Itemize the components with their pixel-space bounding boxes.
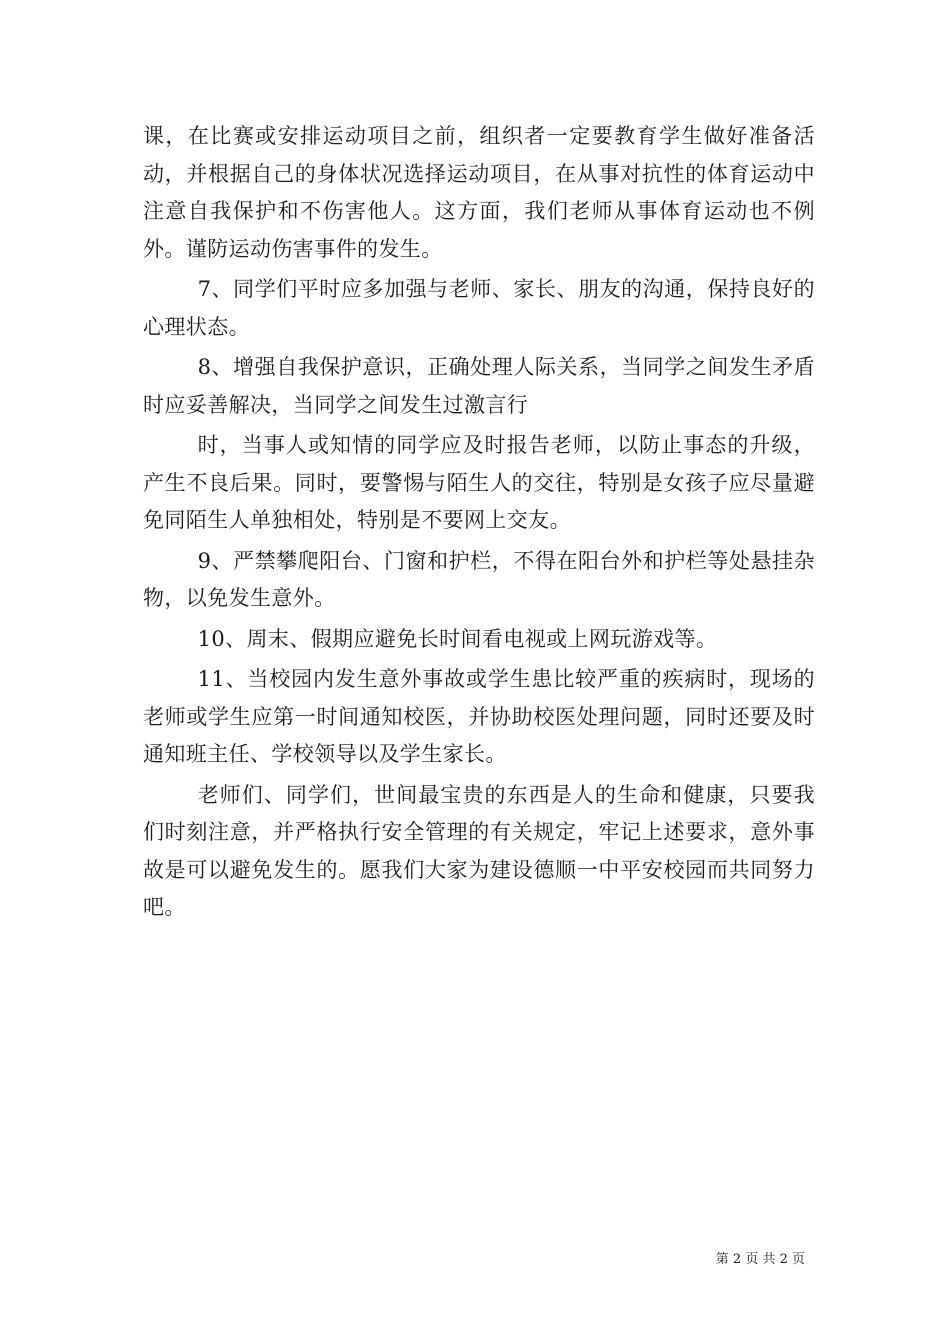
paragraph-item-11: 11、当校园内发生意外事故或学生患比较严重的疾病时，现场的老师或学生应第一时间通知校医，并协助校医处理问题，同时还要及时通知班主任、学校领导以及学生家长。 <box>143 667 815 766</box>
paragraph-closing: 老师们、同学们，世间最宝贵的东西是人的生命和健康，只要我们时刻注意，并严格执行安全管理的有关规定，牢记上述要求，意外事故是可以避免发生的。愿我们大家为建设德顺一中平安校园而共同努力吧。 <box>143 782 815 919</box>
paragraph-continuation: 课，在比赛或安排运动项目之前，组织者一定要教育学生做好准备活动，并根据自己的身体状况选择运动项目，在从事对抗性的体育运动中注意自我保护和不伤害他人。这方面，我们老师从事体育运动也不例外。谨防运动伤害事件的发生。 <box>143 124 815 261</box>
paragraph-item-8: 8、增强自我保护意识，正确处理人际关系，当同学之间发生矛盾时应妥善解决，当同学之间发生过激言行 <box>143 355 815 417</box>
paragraph-item-8-continued: 时，当事人或知情的同学应及时报告老师，以防止事态的升级，产生不良后果。同时，要警惕与陌生人的交往，特别是女孩子应尽量避免同陌生人单独相处，特别是不要网上交友。 <box>143 433 815 532</box>
page-number-footer: 第 2 页 共 2 页 <box>715 1252 805 1267</box>
document-body <box>143 118 815 930</box>
paragraph-item-9: 9、严禁攀爬阳台、门窗和护栏，不得在阳台外和护栏等处悬挂杂物，以免发生意外。 <box>143 548 815 610</box>
paragraph-item-10: 10、周末、假期应避免长时间看电视或上网玩游戏等。 <box>197 626 718 651</box>
paragraph-item-7: 7、同学们平时应多加强与老师、家长、朋友的沟通，保持良好的心理状态。 <box>143 277 815 339</box>
